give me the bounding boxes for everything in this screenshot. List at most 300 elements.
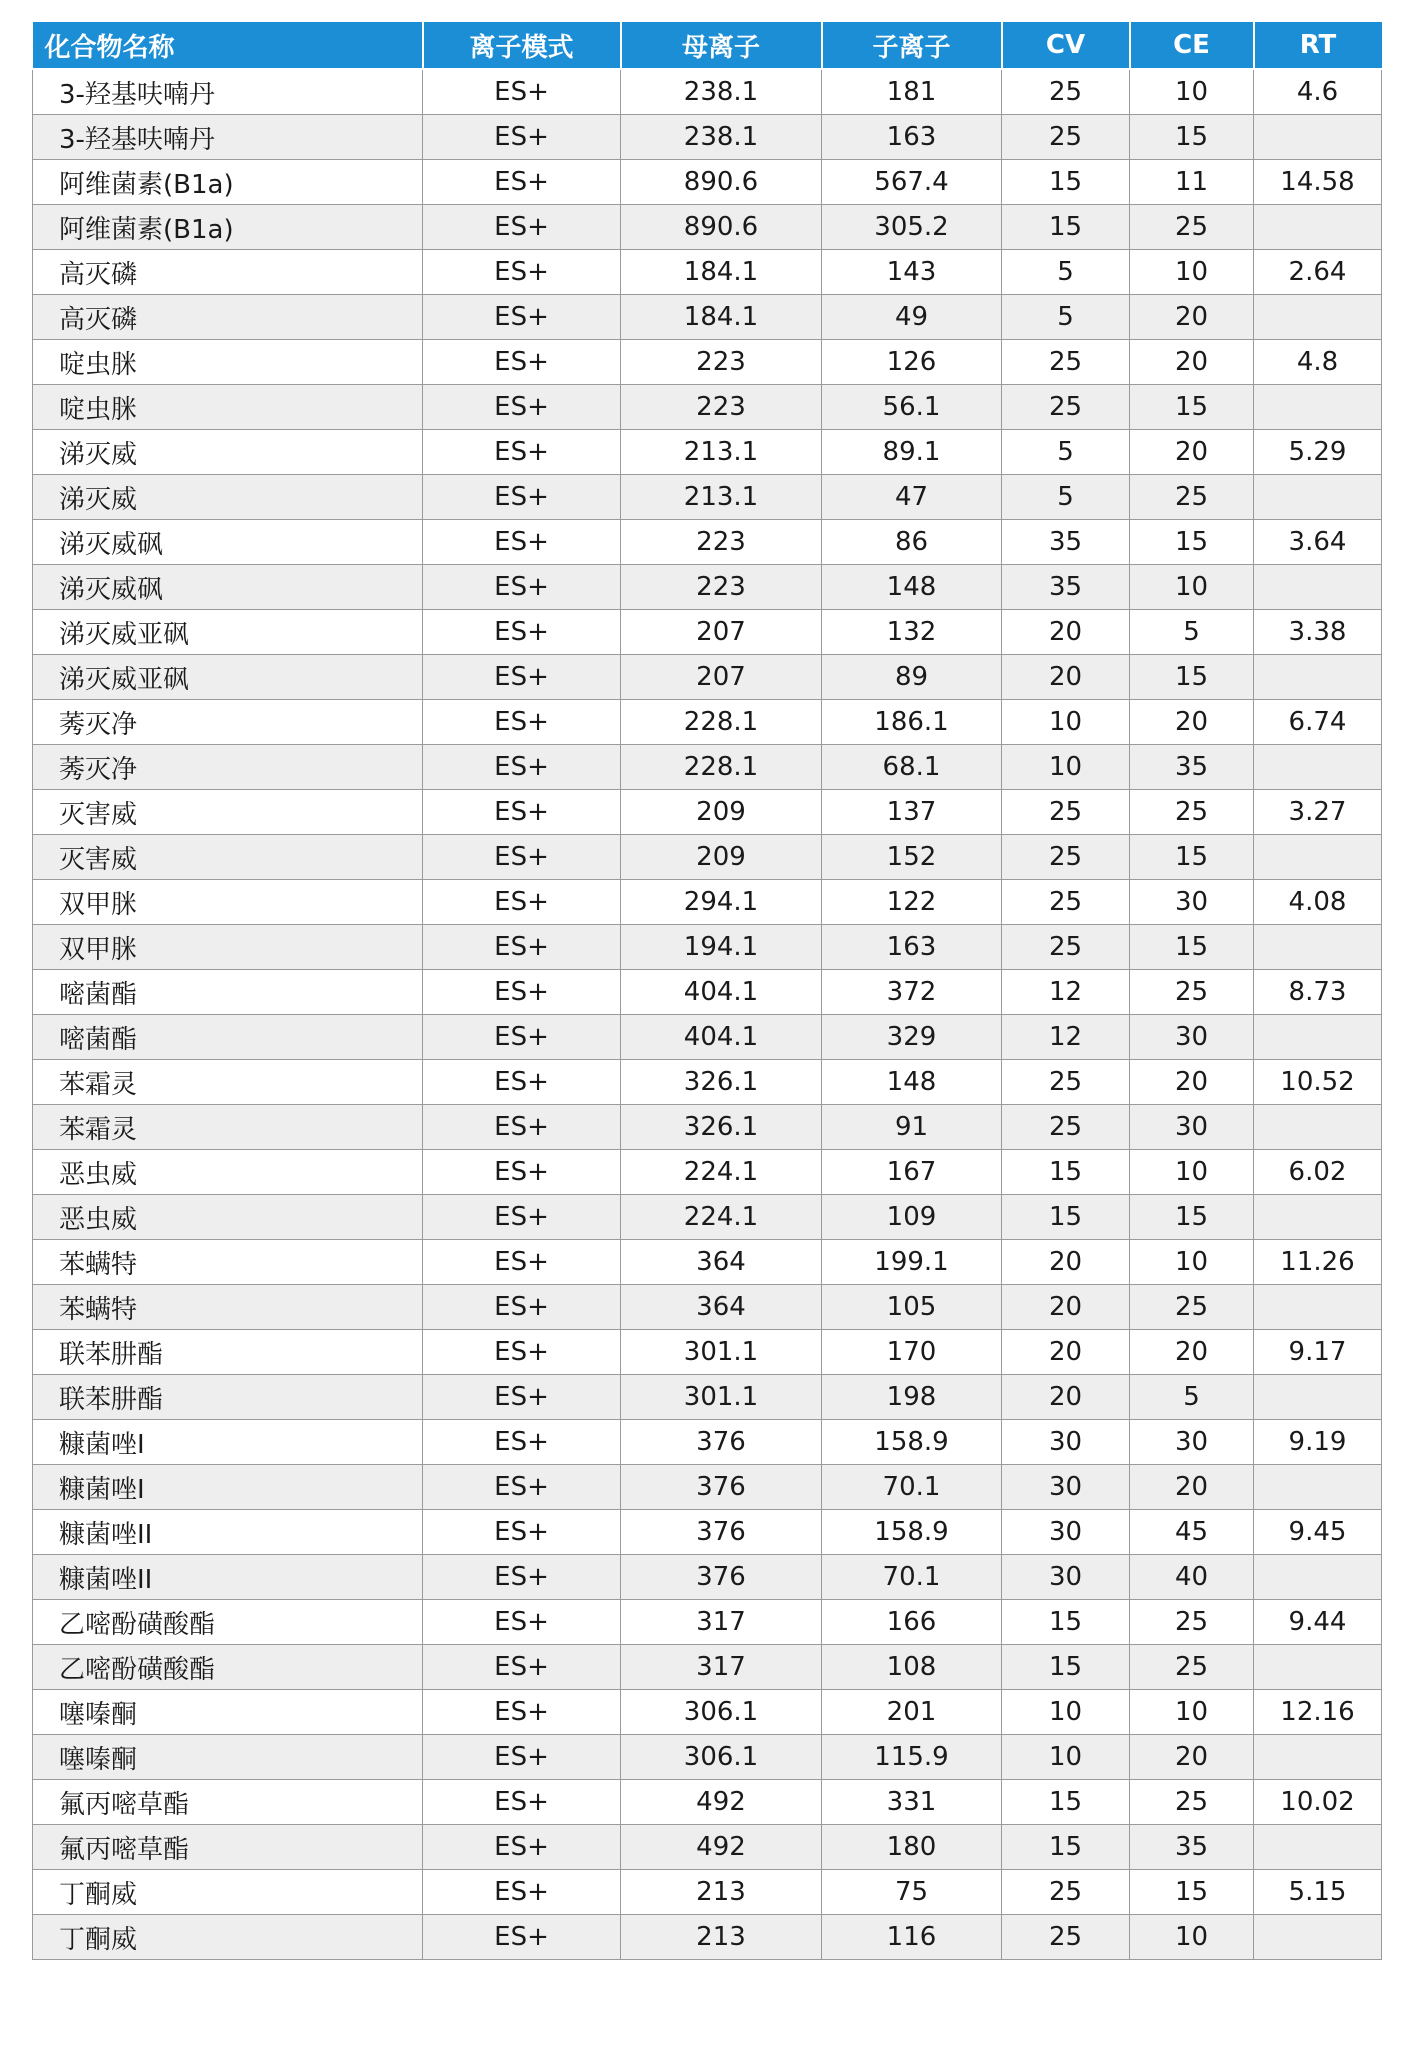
cell-cv: 15 bbox=[1002, 1825, 1130, 1870]
cell-compound-name: 啶虫脒 bbox=[33, 340, 423, 385]
cell-cv: 15 bbox=[1002, 1195, 1130, 1240]
cell-ce: 25 bbox=[1130, 205, 1254, 250]
cell-ion-mode: ES+ bbox=[423, 880, 621, 925]
cell-precursor-ion: 184.1 bbox=[621, 250, 822, 295]
cell-ce: 25 bbox=[1130, 475, 1254, 520]
cell-rt bbox=[1254, 1915, 1382, 1960]
cell-compound-name: 联苯肼酯 bbox=[33, 1375, 423, 1420]
cell-product-ion: 143 bbox=[822, 250, 1002, 295]
cell-ion-mode: ES+ bbox=[423, 1690, 621, 1735]
cell-ion-mode: ES+ bbox=[423, 250, 621, 295]
cell-product-ion: 115.9 bbox=[822, 1735, 1002, 1780]
table-row bbox=[33, 1690, 1382, 1735]
header-ce: CE bbox=[1130, 22, 1254, 69]
cell-compound-name: 嘧菌酯 bbox=[33, 970, 423, 1015]
cell-precursor-ion: 223 bbox=[621, 565, 822, 610]
cell-precursor-ion: 306.1 bbox=[621, 1690, 822, 1735]
cell-product-ion: 170 bbox=[822, 1330, 1002, 1375]
cell-precursor-ion: 890.6 bbox=[621, 205, 822, 250]
cell-precursor-ion: 317 bbox=[621, 1600, 822, 1645]
table-row bbox=[33, 1375, 1382, 1420]
table-row bbox=[33, 1825, 1382, 1870]
cell-compound-name: 涕灭威亚砜 bbox=[33, 610, 423, 655]
cell-product-ion: 56.1 bbox=[822, 385, 1002, 430]
cell-rt: 9.19 bbox=[1254, 1420, 1382, 1465]
cell-rt: 6.74 bbox=[1254, 700, 1382, 745]
cell-ce: 10 bbox=[1130, 1915, 1254, 1960]
cell-compound-name: 灭害威 bbox=[33, 790, 423, 835]
cell-precursor-ion: 376 bbox=[621, 1420, 822, 1465]
cell-cv: 35 bbox=[1002, 565, 1130, 610]
table-row bbox=[33, 1105, 1382, 1150]
cell-cv: 5 bbox=[1002, 250, 1130, 295]
cell-rt: 3.27 bbox=[1254, 790, 1382, 835]
cell-ce: 20 bbox=[1130, 1735, 1254, 1780]
table-row bbox=[33, 1555, 1382, 1600]
cell-precursor-ion: 376 bbox=[621, 1555, 822, 1600]
compound-parameters-table bbox=[32, 22, 1382, 1960]
cell-compound-name: 噻嗪酮 bbox=[33, 1735, 423, 1780]
cell-compound-name: 莠灭净 bbox=[33, 745, 423, 790]
table-row bbox=[33, 925, 1382, 970]
cell-ion-mode: ES+ bbox=[423, 475, 621, 520]
cell-precursor-ion: 228.1 bbox=[621, 700, 822, 745]
cell-compound-name: 啶虫脒 bbox=[33, 385, 423, 430]
cell-compound-name: 糠菌唑I bbox=[33, 1420, 423, 1465]
cell-product-ion: 70.1 bbox=[822, 1555, 1002, 1600]
cell-precursor-ion: 223 bbox=[621, 385, 822, 430]
cell-ion-mode: ES+ bbox=[423, 340, 621, 385]
cell-precursor-ion: 224.1 bbox=[621, 1195, 822, 1240]
cell-product-ion: 158.9 bbox=[822, 1420, 1002, 1465]
cell-ion-mode: ES+ bbox=[423, 69, 621, 115]
cell-ce: 25 bbox=[1130, 1600, 1254, 1645]
cell-ce: 30 bbox=[1130, 1420, 1254, 1465]
cell-ce: 45 bbox=[1130, 1510, 1254, 1555]
cell-cv: 5 bbox=[1002, 295, 1130, 340]
table-row bbox=[33, 69, 1382, 115]
cell-product-ion: 137 bbox=[822, 790, 1002, 835]
cell-ion-mode: ES+ bbox=[423, 1825, 621, 1870]
cell-compound-name: 莠灭净 bbox=[33, 700, 423, 745]
cell-ion-mode: ES+ bbox=[423, 1330, 621, 1375]
table-row bbox=[33, 205, 1382, 250]
table-header bbox=[33, 22, 1382, 69]
header-cv: CV bbox=[1002, 22, 1130, 69]
cell-ce: 25 bbox=[1130, 1645, 1254, 1690]
cell-rt: 6.02 bbox=[1254, 1150, 1382, 1195]
cell-cv: 25 bbox=[1002, 1915, 1130, 1960]
cell-compound-name: 高灭磷 bbox=[33, 250, 423, 295]
cell-cv: 5 bbox=[1002, 430, 1130, 475]
cell-ce: 15 bbox=[1130, 925, 1254, 970]
table-row bbox=[33, 1915, 1382, 1960]
cell-precursor-ion: 184.1 bbox=[621, 295, 822, 340]
cell-rt: 10.52 bbox=[1254, 1060, 1382, 1105]
cell-precursor-ion: 404.1 bbox=[621, 970, 822, 1015]
cell-rt: 10.02 bbox=[1254, 1780, 1382, 1825]
cell-compound-name: 嘧菌酯 bbox=[33, 1015, 423, 1060]
table-row bbox=[33, 1420, 1382, 1465]
cell-rt bbox=[1254, 1195, 1382, 1240]
table-row bbox=[33, 520, 1382, 565]
cell-cv: 10 bbox=[1002, 700, 1130, 745]
cell-ion-mode: ES+ bbox=[423, 610, 621, 655]
cell-compound-name: 涕灭威砜 bbox=[33, 520, 423, 565]
table-row bbox=[33, 1465, 1382, 1510]
cell-cv: 10 bbox=[1002, 745, 1130, 790]
cell-ce: 40 bbox=[1130, 1555, 1254, 1600]
table-row bbox=[33, 430, 1382, 475]
cell-cv: 20 bbox=[1002, 1240, 1130, 1285]
cell-cv: 12 bbox=[1002, 1015, 1130, 1060]
cell-product-ion: 152 bbox=[822, 835, 1002, 880]
cell-ce: 15 bbox=[1130, 1195, 1254, 1240]
cell-cv: 15 bbox=[1002, 205, 1130, 250]
cell-product-ion: 70.1 bbox=[822, 1465, 1002, 1510]
table-row bbox=[33, 655, 1382, 700]
cell-compound-name: 双甲脒 bbox=[33, 925, 423, 970]
cell-product-ion: 116 bbox=[822, 1915, 1002, 1960]
cell-precursor-ion: 890.6 bbox=[621, 160, 822, 205]
cell-rt bbox=[1254, 205, 1382, 250]
table-row bbox=[33, 385, 1382, 430]
cell-ion-mode: ES+ bbox=[423, 295, 621, 340]
cell-ion-mode: ES+ bbox=[423, 1195, 621, 1240]
table-row bbox=[33, 1510, 1382, 1555]
cell-ion-mode: ES+ bbox=[423, 1150, 621, 1195]
cell-precursor-ion: 209 bbox=[621, 835, 822, 880]
cell-compound-name: 涕灭威 bbox=[33, 430, 423, 475]
cell-ce: 15 bbox=[1130, 385, 1254, 430]
cell-ion-mode: ES+ bbox=[423, 1555, 621, 1600]
table-row bbox=[33, 1330, 1382, 1375]
cell-compound-name: 丁酮威 bbox=[33, 1870, 423, 1915]
cell-rt bbox=[1254, 745, 1382, 790]
cell-product-ion: 567.4 bbox=[822, 160, 1002, 205]
table-body bbox=[33, 69, 1382, 1960]
cell-cv: 12 bbox=[1002, 970, 1130, 1015]
cell-ce: 10 bbox=[1130, 1240, 1254, 1285]
cell-rt: 9.17 bbox=[1254, 1330, 1382, 1375]
cell-cv: 30 bbox=[1002, 1465, 1130, 1510]
cell-rt: 4.08 bbox=[1254, 880, 1382, 925]
header-rt: RT bbox=[1254, 22, 1382, 69]
cell-rt bbox=[1254, 565, 1382, 610]
cell-ce: 20 bbox=[1130, 295, 1254, 340]
cell-ce: 15 bbox=[1130, 1870, 1254, 1915]
table-row bbox=[33, 565, 1382, 610]
cell-compound-name: 氟丙嘧草酯 bbox=[33, 1825, 423, 1870]
table-row bbox=[33, 160, 1382, 205]
cell-compound-name: 恶虫威 bbox=[33, 1195, 423, 1240]
cell-precursor-ion: 376 bbox=[621, 1465, 822, 1510]
cell-cv: 25 bbox=[1002, 925, 1130, 970]
cell-product-ion: 201 bbox=[822, 1690, 1002, 1735]
cell-ion-mode: ES+ bbox=[423, 790, 621, 835]
cell-precursor-ion: 207 bbox=[621, 655, 822, 700]
cell-ion-mode: ES+ bbox=[423, 1375, 621, 1420]
cell-compound-name: 苯霜灵 bbox=[33, 1105, 423, 1150]
cell-rt bbox=[1254, 1735, 1382, 1780]
cell-ion-mode: ES+ bbox=[423, 1735, 621, 1780]
header-compound-name: 化合物名称 bbox=[33, 22, 423, 69]
cell-precursor-ion: 317 bbox=[621, 1645, 822, 1690]
cell-cv: 25 bbox=[1002, 385, 1130, 430]
cell-compound-name: 乙嘧酚磺酸酯 bbox=[33, 1645, 423, 1690]
cell-product-ion: 186.1 bbox=[822, 700, 1002, 745]
table-row bbox=[33, 475, 1382, 520]
cell-product-ion: 105 bbox=[822, 1285, 1002, 1330]
cell-product-ion: 109 bbox=[822, 1195, 1002, 1240]
cell-compound-name: 涕灭威 bbox=[33, 475, 423, 520]
cell-rt: 2.64 bbox=[1254, 250, 1382, 295]
cell-precursor-ion: 301.1 bbox=[621, 1330, 822, 1375]
table-row bbox=[33, 700, 1382, 745]
cell-ce: 15 bbox=[1130, 835, 1254, 880]
cell-rt bbox=[1254, 835, 1382, 880]
cell-product-ion: 163 bbox=[822, 115, 1002, 160]
cell-precursor-ion: 207 bbox=[621, 610, 822, 655]
cell-product-ion: 198 bbox=[822, 1375, 1002, 1420]
cell-rt: 14.58 bbox=[1254, 160, 1382, 205]
header-row bbox=[33, 22, 1382, 69]
cell-product-ion: 75 bbox=[822, 1870, 1002, 1915]
cell-ce: 15 bbox=[1130, 115, 1254, 160]
cell-compound-name: 糠菌唑II bbox=[33, 1555, 423, 1600]
cell-ce: 20 bbox=[1130, 1465, 1254, 1510]
cell-compound-name: 苯螨特 bbox=[33, 1240, 423, 1285]
cell-precursor-ion: 376 bbox=[621, 1510, 822, 1555]
cell-precursor-ion: 213.1 bbox=[621, 430, 822, 475]
cell-compound-name: 糠菌唑I bbox=[33, 1465, 423, 1510]
cell-cv: 20 bbox=[1002, 1285, 1130, 1330]
cell-rt bbox=[1254, 1375, 1382, 1420]
cell-precursor-ion: 301.1 bbox=[621, 1375, 822, 1420]
cell-precursor-ion: 326.1 bbox=[621, 1060, 822, 1105]
cell-ion-mode: ES+ bbox=[423, 565, 621, 610]
cell-ce: 30 bbox=[1130, 1105, 1254, 1150]
cell-cv: 35 bbox=[1002, 520, 1130, 565]
cell-rt bbox=[1254, 475, 1382, 520]
cell-compound-name: 氟丙嘧草酯 bbox=[33, 1780, 423, 1825]
cell-precursor-ion: 209 bbox=[621, 790, 822, 835]
cell-cv: 20 bbox=[1002, 610, 1130, 655]
cell-rt bbox=[1254, 655, 1382, 700]
cell-rt bbox=[1254, 1645, 1382, 1690]
cell-precursor-ion: 228.1 bbox=[621, 745, 822, 790]
cell-ce: 11 bbox=[1130, 160, 1254, 205]
table-row bbox=[33, 1060, 1382, 1105]
cell-compound-name: 噻嗪酮 bbox=[33, 1690, 423, 1735]
cell-rt bbox=[1254, 1555, 1382, 1600]
cell-ion-mode: ES+ bbox=[423, 1420, 621, 1465]
cell-precursor-ion: 306.1 bbox=[621, 1735, 822, 1780]
cell-cv: 25 bbox=[1002, 69, 1130, 115]
cell-ion-mode: ES+ bbox=[423, 1285, 621, 1330]
cell-precursor-ion: 492 bbox=[621, 1825, 822, 1870]
cell-product-ion: 372 bbox=[822, 970, 1002, 1015]
cell-product-ion: 329 bbox=[822, 1015, 1002, 1060]
cell-rt: 12.16 bbox=[1254, 1690, 1382, 1735]
table-row bbox=[33, 295, 1382, 340]
cell-cv: 20 bbox=[1002, 1375, 1130, 1420]
cell-ion-mode: ES+ bbox=[423, 160, 621, 205]
cell-ion-mode: ES+ bbox=[423, 925, 621, 970]
cell-ce: 25 bbox=[1130, 790, 1254, 835]
cell-ce: 20 bbox=[1130, 430, 1254, 475]
cell-ce: 25 bbox=[1130, 970, 1254, 1015]
cell-cv: 10 bbox=[1002, 1690, 1130, 1735]
cell-rt bbox=[1254, 1105, 1382, 1150]
cell-product-ion: 331 bbox=[822, 1780, 1002, 1825]
cell-cv: 20 bbox=[1002, 655, 1130, 700]
cell-cv: 5 bbox=[1002, 475, 1130, 520]
header-product-ion: 子离子 bbox=[822, 22, 1002, 69]
table-row bbox=[33, 115, 1382, 160]
cell-ce: 15 bbox=[1130, 520, 1254, 565]
table-row bbox=[33, 340, 1382, 385]
cell-ion-mode: ES+ bbox=[423, 1780, 621, 1825]
cell-product-ion: 49 bbox=[822, 295, 1002, 340]
cell-ion-mode: ES+ bbox=[423, 1240, 621, 1285]
cell-rt bbox=[1254, 1285, 1382, 1330]
cell-ce: 10 bbox=[1130, 1690, 1254, 1735]
cell-compound-name: 阿维菌素(B1a) bbox=[33, 205, 423, 250]
cell-rt bbox=[1254, 295, 1382, 340]
cell-product-ion: 47 bbox=[822, 475, 1002, 520]
table-row bbox=[33, 1735, 1382, 1780]
cell-precursor-ion: 223 bbox=[621, 340, 822, 385]
cell-compound-name: 恶虫威 bbox=[33, 1150, 423, 1195]
cell-ion-mode: ES+ bbox=[423, 205, 621, 250]
cell-ce: 5 bbox=[1130, 1375, 1254, 1420]
cell-rt: 4.8 bbox=[1254, 340, 1382, 385]
cell-rt: 11.26 bbox=[1254, 1240, 1382, 1285]
cell-ce: 20 bbox=[1130, 1330, 1254, 1375]
table-row bbox=[33, 745, 1382, 790]
cell-ion-mode: ES+ bbox=[423, 520, 621, 565]
cell-precursor-ion: 213 bbox=[621, 1915, 822, 1960]
cell-ion-mode: ES+ bbox=[423, 385, 621, 430]
cell-ce: 30 bbox=[1130, 880, 1254, 925]
table-row bbox=[33, 610, 1382, 655]
cell-precursor-ion: 364 bbox=[621, 1285, 822, 1330]
cell-rt bbox=[1254, 1465, 1382, 1510]
cell-product-ion: 180 bbox=[822, 1825, 1002, 1870]
table-row bbox=[33, 880, 1382, 925]
cell-cv: 25 bbox=[1002, 1105, 1130, 1150]
cell-rt: 8.73 bbox=[1254, 970, 1382, 1015]
cell-product-ion: 167 bbox=[822, 1150, 1002, 1195]
cell-compound-name: 苯霜灵 bbox=[33, 1060, 423, 1105]
cell-rt: 9.44 bbox=[1254, 1600, 1382, 1645]
cell-ce: 10 bbox=[1130, 250, 1254, 295]
table-container bbox=[32, 22, 1381, 1960]
cell-precursor-ion: 294.1 bbox=[621, 880, 822, 925]
cell-compound-name: 3-羟基呋喃丹 bbox=[33, 69, 423, 115]
cell-precursor-ion: 213 bbox=[621, 1870, 822, 1915]
cell-precursor-ion: 238.1 bbox=[621, 115, 822, 160]
cell-compound-name: 涕灭威砜 bbox=[33, 565, 423, 610]
cell-cv: 10 bbox=[1002, 1735, 1130, 1780]
cell-product-ion: 163 bbox=[822, 925, 1002, 970]
cell-rt: 9.45 bbox=[1254, 1510, 1382, 1555]
cell-cv: 25 bbox=[1002, 835, 1130, 880]
cell-ion-mode: ES+ bbox=[423, 1105, 621, 1150]
cell-precursor-ion: 364 bbox=[621, 1240, 822, 1285]
table-row bbox=[33, 1195, 1382, 1240]
cell-ion-mode: ES+ bbox=[423, 700, 621, 745]
cell-ion-mode: ES+ bbox=[423, 115, 621, 160]
cell-compound-name: 高灭磷 bbox=[33, 295, 423, 340]
cell-cv: 25 bbox=[1002, 115, 1130, 160]
cell-ce: 5 bbox=[1130, 610, 1254, 655]
cell-cv: 25 bbox=[1002, 1870, 1130, 1915]
cell-precursor-ion: 223 bbox=[621, 520, 822, 565]
cell-product-ion: 91 bbox=[822, 1105, 1002, 1150]
table-row bbox=[33, 1870, 1382, 1915]
cell-ion-mode: ES+ bbox=[423, 745, 621, 790]
table-row bbox=[33, 1600, 1382, 1645]
cell-precursor-ion: 213.1 bbox=[621, 475, 822, 520]
cell-compound-name: 双甲脒 bbox=[33, 880, 423, 925]
header-precursor-ion: 母离子 bbox=[621, 22, 822, 69]
cell-rt: 3.38 bbox=[1254, 610, 1382, 655]
cell-ce: 10 bbox=[1130, 565, 1254, 610]
cell-ce: 35 bbox=[1130, 745, 1254, 790]
cell-ce: 20 bbox=[1130, 1060, 1254, 1105]
cell-rt: 5.15 bbox=[1254, 1870, 1382, 1915]
cell-rt bbox=[1254, 385, 1382, 430]
cell-cv: 30 bbox=[1002, 1510, 1130, 1555]
cell-ion-mode: ES+ bbox=[423, 1510, 621, 1555]
cell-cv: 30 bbox=[1002, 1555, 1130, 1600]
cell-ce: 20 bbox=[1130, 700, 1254, 745]
cell-ce: 30 bbox=[1130, 1015, 1254, 1060]
cell-product-ion: 199.1 bbox=[822, 1240, 1002, 1285]
cell-ion-mode: ES+ bbox=[423, 1600, 621, 1645]
cell-rt bbox=[1254, 115, 1382, 160]
cell-precursor-ion: 492 bbox=[621, 1780, 822, 1825]
table-row bbox=[33, 1240, 1382, 1285]
cell-product-ion: 132 bbox=[822, 610, 1002, 655]
cell-cv: 15 bbox=[1002, 1780, 1130, 1825]
cell-ion-mode: ES+ bbox=[423, 1015, 621, 1060]
cell-product-ion: 158.9 bbox=[822, 1510, 1002, 1555]
cell-product-ion: 181 bbox=[822, 69, 1002, 115]
cell-product-ion: 108 bbox=[822, 1645, 1002, 1690]
table-row bbox=[33, 1150, 1382, 1195]
table-row bbox=[33, 1015, 1382, 1060]
table-row bbox=[33, 250, 1382, 295]
cell-ion-mode: ES+ bbox=[423, 835, 621, 880]
table-row bbox=[33, 970, 1382, 1015]
cell-product-ion: 305.2 bbox=[822, 205, 1002, 250]
header-ion-mode: 离子模式 bbox=[423, 22, 621, 69]
cell-rt: 4.6 bbox=[1254, 69, 1382, 115]
cell-compound-name: 3-羟基呋喃丹 bbox=[33, 115, 423, 160]
cell-cv: 30 bbox=[1002, 1420, 1130, 1465]
cell-rt: 5.29 bbox=[1254, 430, 1382, 475]
cell-product-ion: 68.1 bbox=[822, 745, 1002, 790]
cell-precursor-ion: 194.1 bbox=[621, 925, 822, 970]
cell-precursor-ion: 238.1 bbox=[621, 69, 822, 115]
cell-ion-mode: ES+ bbox=[423, 1870, 621, 1915]
cell-product-ion: 89.1 bbox=[822, 430, 1002, 475]
cell-product-ion: 86 bbox=[822, 520, 1002, 565]
cell-product-ion: 166 bbox=[822, 1600, 1002, 1645]
